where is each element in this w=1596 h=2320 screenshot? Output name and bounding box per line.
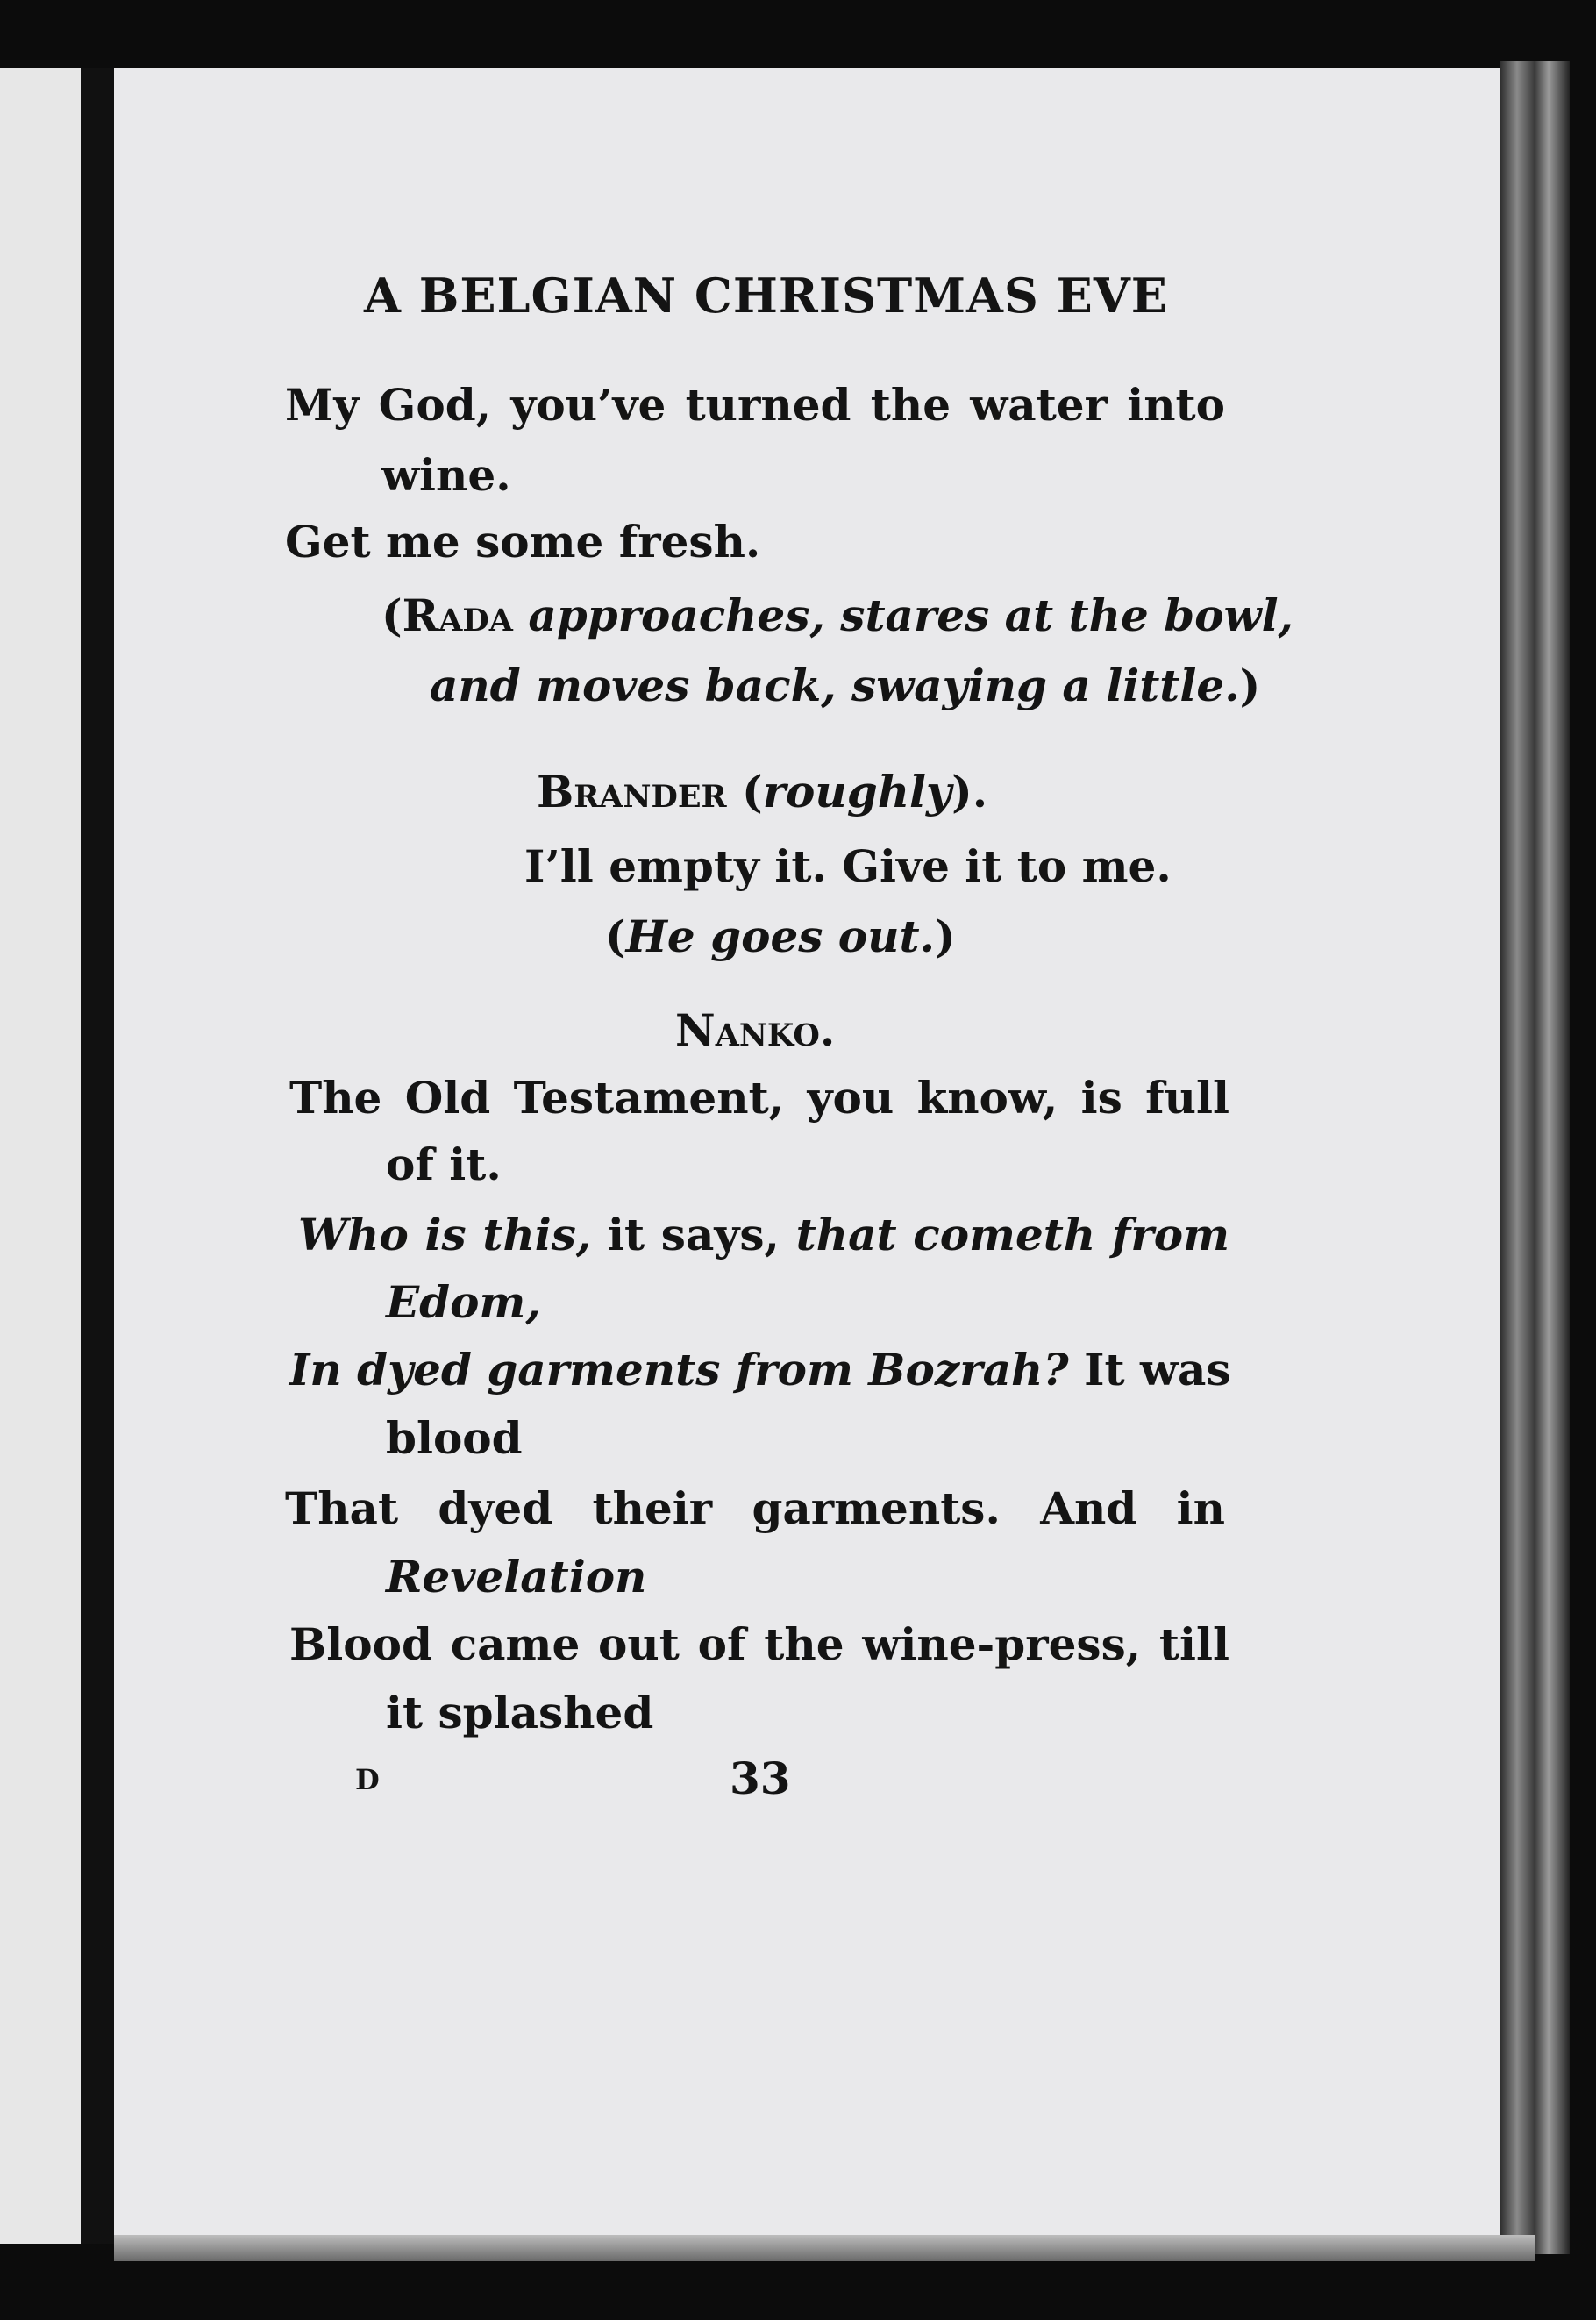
speaker-direction: roughly (762, 766, 952, 817)
verse-line: I’ll empty it. Give it to me. (524, 840, 1172, 892)
stage-direction-paren: ) (1239, 660, 1261, 711)
stage-direction: (He goes out.) (605, 910, 956, 962)
stage-direction (381, 589, 1293, 641)
page-fore-edge (1500, 61, 1570, 2254)
signature-mark: D (355, 1763, 380, 1796)
verse-line (298, 1209, 1229, 1260)
quoted-scripture: In dyed garments from Bozrah? (289, 1344, 1069, 1396)
page-number: 33 (730, 1752, 791, 1804)
quoted-scripture: Edom, (386, 1276, 541, 1328)
stage-direction-speaker: Rada (402, 589, 513, 641)
page-bottom-edge (114, 2235, 1535, 2261)
verse-line (289, 1344, 1231, 1396)
verse-line: The Old Testament, you know, is full (289, 1072, 1229, 1124)
verse-line: Revelation (386, 1551, 647, 1603)
stage-direction-paren: ( (381, 589, 403, 641)
book-binding (81, 68, 114, 2244)
verse-line: of it. (386, 1139, 502, 1190)
quoted-scripture: Who is this, (298, 1209, 592, 1260)
facing-page-edge (0, 68, 81, 2244)
speaker-name: Brander (537, 766, 727, 817)
speaker-heading: Nanko. (675, 1004, 836, 1056)
stage-direction-text: He goes out. (625, 910, 936, 962)
verse-line: That dyed their garments. And in (285, 1482, 1225, 1534)
verse-line: Blood came out of the wine-press, till (289, 1618, 1229, 1670)
speaker-heading: Brander (roughly). (537, 766, 988, 817)
verse-line: blood (386, 1412, 523, 1464)
verse-line: wine. (381, 449, 511, 501)
stage-direction-text: and moves back, swaying a little. (430, 660, 1240, 711)
verse-line: Get me some fresh. (285, 516, 761, 568)
running-head: A BELGIAN CHRISTMAS EVE (364, 268, 1168, 324)
stage-direction (430, 660, 1260, 711)
quoted-scripture: that cometh from (795, 1209, 1229, 1260)
stage-direction-text: approaches, stares at the bowl, (528, 589, 1293, 641)
verse-text: it says, (608, 1209, 780, 1260)
verse-line: My God, you’ve turned the water into (285, 379, 1225, 431)
verse-text: It was (1084, 1344, 1231, 1396)
verse-line: it splashed (386, 1687, 654, 1738)
